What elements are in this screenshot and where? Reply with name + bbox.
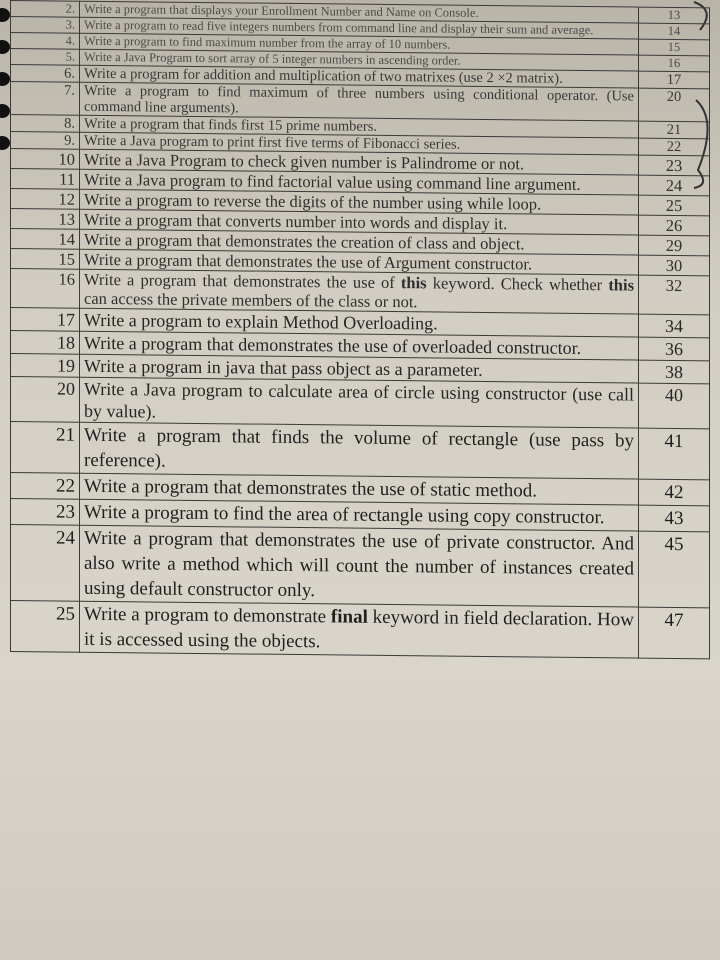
row-number: 15 — [11, 249, 80, 270]
row-task: Write a program that demonstrates the use of this keyword. Check whether this can access the private members of the class or not. — [80, 269, 639, 314]
row-task: Write a Java Program to check given number is Palindrome or not. — [80, 149, 639, 175]
table-row — [11, 525, 710, 608]
row-number: 24 — [11, 525, 80, 602]
row-number: 7. — [11, 82, 80, 116]
row-page: 15 — [639, 39, 710, 56]
row-task: Write a Java program to find factorial value using command line argument. — [80, 169, 639, 195]
row-number: 11 — [11, 169, 80, 190]
row-page: 20 — [639, 88, 710, 122]
row-page: 32 — [639, 275, 710, 315]
row-task: Write a program to reverse the digits of the number using while loop. — [80, 189, 639, 215]
row-number: 22 — [11, 473, 80, 500]
table-row — [11, 422, 710, 480]
row-task: Write a program to explain Method Overloading. — [80, 308, 639, 337]
row-task: Write a program to demonstrate final keyword in field declaration. How it is accessed using the objects. — [80, 601, 639, 658]
row-number: 20 — [11, 377, 80, 423]
program-list-table — [10, 0, 710, 659]
row-page: 41 — [639, 428, 710, 480]
row-page: 47 — [639, 607, 710, 659]
row-page: 38 — [639, 360, 710, 384]
row-task: Write a program to read five integers numbers from command line and display their sum and average. — [80, 17, 639, 39]
row-task: Write a program that converts number into words and display it. — [80, 209, 639, 235]
row-task: Write a program for addition and multiplication of two matrixes (use 2 ×2 matrix). — [80, 65, 639, 88]
row-task: Write a Java Program to sort array of 5 integer numbers in ascending order. — [80, 49, 639, 71]
row-page: 42 — [639, 479, 710, 506]
row-number: 17 — [11, 308, 80, 332]
row-number: 6. — [11, 65, 80, 83]
row-number: 3. — [11, 17, 80, 34]
table-row — [11, 269, 710, 315]
row-number: 4. — [11, 33, 80, 50]
row-number: 13 — [11, 209, 80, 230]
row-task: Write a program to find maximum of three numbers using conditional operator. (Use command line arguments). — [80, 82, 639, 121]
row-number: 19 — [11, 354, 80, 378]
table-row — [11, 377, 710, 429]
row-page: 23 — [639, 155, 710, 176]
row-task: Write a program to find maximum number from the array of 10 numbers. — [80, 33, 639, 55]
row-page: 30 — [639, 255, 710, 276]
row-task: Write a program that demonstrates the use of overloaded constructor. — [80, 331, 639, 360]
row-task: Write a program that finds first 15 prime numbers. — [80, 115, 639, 138]
row-number: 23 — [11, 499, 80, 526]
row-page: 21 — [639, 121, 710, 139]
row-task: Write a program that displays your Enrollment Number and Name on Console. — [80, 1, 639, 23]
row-page: 40 — [639, 383, 710, 429]
row-task: Write a program to find the area of rectangle using copy constructor. — [80, 499, 639, 531]
row-number: 21 — [11, 422, 80, 474]
row-number: 14 — [11, 229, 80, 250]
row-page: 24 — [639, 175, 710, 196]
row-page: 29 — [639, 235, 710, 256]
row-task: Write a program that demonstrates the use of static method. — [80, 473, 639, 505]
row-task: Write a Java program to calculate area of circle using constructor (use call by value). — [80, 377, 639, 428]
row-task: Write a program that demonstrates the creation of class and object. — [80, 229, 639, 255]
row-page: 17 — [639, 71, 710, 89]
row-page: 43 — [639, 505, 710, 532]
row-number: 16 — [11, 269, 80, 309]
row-number: 2. — [11, 1, 80, 18]
row-number: 25 — [11, 601, 80, 653]
row-task: Write a program in java that pass object as a parameter. — [80, 354, 639, 383]
row-page: 14 — [639, 23, 710, 40]
row-page: 26 — [639, 215, 710, 236]
row-page: 45 — [639, 531, 710, 608]
row-page: 25 — [639, 195, 710, 216]
row-page: 22 — [639, 138, 710, 156]
row-number: 10 — [11, 149, 80, 170]
row-task: Write a program that demonstrates the use of Argument constructor. — [80, 249, 639, 275]
row-task: Write a Java program to print first five terms of Fibonacci series. — [80, 132, 639, 155]
row-number: 5. — [11, 49, 80, 66]
row-number: 8. — [11, 115, 80, 133]
row-number: 12 — [11, 189, 80, 210]
table-row — [11, 601, 710, 659]
row-page: 34 — [639, 314, 710, 338]
row-number: 9. — [11, 132, 80, 150]
row-page: 13 — [639, 7, 710, 24]
row-task: Write a program that finds the volume of rectangle (use pass by reference). — [80, 422, 639, 479]
row-page: 36 — [639, 337, 710, 361]
row-number: 18 — [11, 331, 80, 355]
row-page: 16 — [639, 55, 710, 72]
row-task: Write a program that demonstrates the use of private constructor. And also write a method which will count the number of instances created using default constructor only. — [80, 525, 639, 607]
